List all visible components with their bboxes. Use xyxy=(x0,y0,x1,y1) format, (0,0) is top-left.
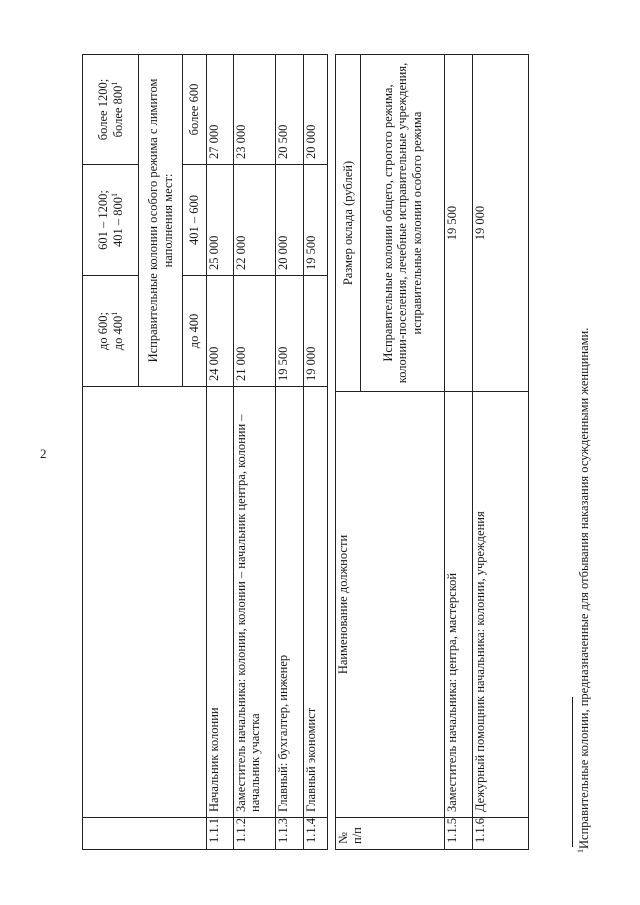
table-row xyxy=(276,55,304,850)
position-name: Главный: бухгалтер, инженер xyxy=(276,387,304,818)
table1-header-num-cell xyxy=(83,818,207,850)
salary-table-general-regime xyxy=(335,54,529,850)
row-number: 1.1.5 xyxy=(445,818,473,850)
footnote xyxy=(577,53,592,853)
table2-header-name: Наименование должности xyxy=(336,392,445,818)
salary-value: 22 000 xyxy=(234,165,276,276)
salary-value: 19 500 xyxy=(276,276,304,387)
table2-header-salary: Размер оклада (рублей) xyxy=(336,55,361,392)
salary-value: 20 000 xyxy=(276,165,304,276)
row-number: 1.1.4 xyxy=(304,818,328,850)
position-name: Заместитель начальника: колонии, колонии – начальник центра, колонии – начальник участка xyxy=(234,387,276,818)
page-number: 2 xyxy=(40,446,47,461)
salary-value: 19 000 xyxy=(473,55,529,392)
table-row xyxy=(304,55,328,850)
table-row xyxy=(473,55,529,850)
salary-value: 20 500 xyxy=(276,55,304,165)
footnote-text: Исправительные колонии, предназначенные для отбывания наказания осужденными женщинами. xyxy=(577,327,591,849)
salary-table-special-regime xyxy=(82,54,328,850)
table1-sub-header-3: более 600 xyxy=(183,55,207,165)
table1-top-header-2: 601 – 1200; $401 - 800^1$ xyxy=(83,165,139,276)
row-number: 1.1.1 xyxy=(207,818,234,850)
table1-sub-header-1: до 400 xyxy=(183,276,207,387)
salary-value: 21 000 xyxy=(234,276,276,387)
salary-value: 19 500 xyxy=(445,55,473,392)
table-row xyxy=(445,55,473,850)
table1-group-header: Исправительные колонии особого режима с лимитом наполнения мест: xyxy=(139,55,183,387)
row-number: 1.1.3 xyxy=(276,818,304,850)
position-name: Начальник колонии xyxy=(207,387,234,818)
position-name: Главный экономист xyxy=(304,387,328,818)
table-row xyxy=(207,55,234,850)
salary-value: 23 000 xyxy=(234,55,276,165)
salary-value: 20 000 xyxy=(304,55,328,165)
table1-header-name-cell xyxy=(83,387,207,818)
table1-top-header-3: более 1200; более $800^1$ xyxy=(83,55,139,165)
row-number: 1.1.6 xyxy=(473,818,529,850)
table2-header-salary-sub: Исправительные колонии общего, строгого режима, колонии-поселения, лечебные исправительные учреждения, исправительные колонии особого режима xyxy=(361,55,445,392)
position-name: Заместитель начальника: центра, мастерской xyxy=(445,392,473,818)
salary-value: 19 000 xyxy=(304,276,328,387)
footnote-mark: 1 xyxy=(575,849,585,853)
position-name: Дежурный помощник начальника: колонии, учреждения xyxy=(473,392,529,818)
row-number: 1.1.2 xyxy=(234,818,276,850)
table1-top-header-1: до 600; до $400^1$ xyxy=(83,276,139,387)
salary-value: 25 000 xyxy=(207,165,234,276)
salary-value: 19 500 xyxy=(304,165,328,276)
table1-sub-header-2: 401 – 600 xyxy=(183,165,207,276)
salary-value: 27 000 xyxy=(207,55,234,165)
table2-header-num: № п/п xyxy=(336,818,445,850)
table-row xyxy=(234,55,276,850)
footnote-separator xyxy=(572,697,573,847)
salary-value: 24 000 xyxy=(207,276,234,387)
